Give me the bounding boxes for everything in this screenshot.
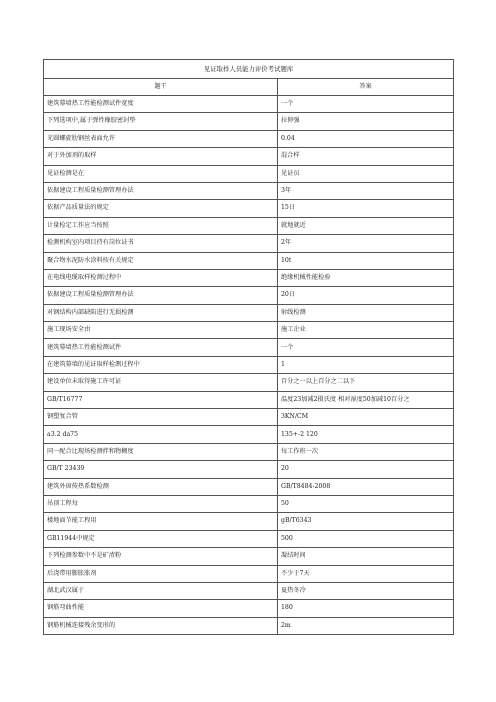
- table-row: [44, 565, 454, 582]
- table-row: [44, 200, 454, 217]
- table-title: 见证取样人员能力评价考试题库: [44, 60, 454, 79]
- answer-cell: 一个: [278, 96, 454, 113]
- answer-cell: 0.04: [278, 130, 454, 147]
- answer-cell: 每工作班一次: [278, 443, 454, 460]
- table-row: [44, 530, 454, 547]
- question-cell: 后浇带用膨胀胀剂: [44, 565, 278, 582]
- question-cell: 钢筋机械连接残余变形的: [44, 617, 278, 634]
- question-cell: 建设单位未取得施工许可证: [44, 374, 278, 391]
- question-cell: 依据产品质量法的规定: [44, 200, 278, 217]
- answer-cell: 射线检测: [278, 304, 454, 321]
- question-cell: 下列检测参数中不是矿渣粉: [44, 548, 278, 565]
- answer-cell: 180: [278, 600, 454, 617]
- question-cell: 钢筋弯曲性能: [44, 600, 278, 617]
- question-cell: 聚合物水泥防水涂料按有关规定: [44, 252, 278, 269]
- answer-cell: 施工企业: [278, 322, 454, 339]
- question-cell: 楼地面节能工程用: [44, 513, 278, 530]
- header-question: 题干: [44, 79, 278, 96]
- answer-cell: 10t: [278, 252, 454, 269]
- question-cell: 同一配合比现场检测拌和物稠度: [44, 443, 278, 460]
- question-cell: 吊顶工程每: [44, 495, 278, 512]
- table-row: [44, 165, 454, 182]
- table-row: [44, 582, 454, 599]
- answer-cell: gB/T6343: [278, 513, 454, 530]
- question-cell: 在建筑幕墙的见证取样检测过程中: [44, 356, 278, 373]
- answer-cell: 1: [278, 356, 454, 373]
- answer-cell: 3KN/CM: [278, 409, 454, 426]
- answer-cell: 绝缘机械性能检验: [278, 269, 454, 286]
- table-row: [44, 548, 454, 565]
- table-row: [44, 461, 454, 478]
- question-cell: 依据建设工程质量检测管理办法: [44, 287, 278, 304]
- table-row: [44, 252, 454, 269]
- answer-cell: 不少于7天: [278, 565, 454, 582]
- table-row: [44, 391, 454, 408]
- question-cell: 对于外加剂的取样: [44, 148, 278, 165]
- answer-cell: 2年: [278, 235, 454, 252]
- header-row: [44, 79, 454, 96]
- question-cell: 施工现场安全由: [44, 322, 278, 339]
- question-cell: 对钢结构内部缺陷进行无损检测: [44, 304, 278, 321]
- table-row: [44, 339, 454, 356]
- question-cell: 建筑幕墙热工性能检测试件宽度: [44, 96, 278, 113]
- answer-cell: 温度23加减2摄氏度 相对湿度50加减10百分之: [278, 391, 454, 408]
- question-bank-sheet: [43, 59, 453, 635]
- question-cell: 在电线电缆取样检测过程中: [44, 269, 278, 286]
- table-row: [44, 304, 454, 321]
- question-cell: GB/T16777: [44, 391, 278, 408]
- question-cell: 钢塑复合管: [44, 409, 278, 426]
- table-row: [44, 478, 454, 495]
- table-row: [44, 356, 454, 373]
- question-cell: 建筑外窗传热系数检测: [44, 478, 278, 495]
- table-row: [44, 235, 454, 252]
- table-row: [44, 426, 454, 443]
- answer-cell: 百分之一以上百分之二以下: [278, 374, 454, 391]
- table-row: [44, 130, 454, 147]
- answer-cell: 凝结时间: [278, 548, 454, 565]
- table-row: [44, 182, 454, 199]
- table-row: [44, 287, 454, 304]
- table-row: [44, 409, 454, 426]
- table-row: [44, 96, 454, 113]
- answer-cell: 500: [278, 530, 454, 547]
- answer-cell: 50: [278, 495, 454, 512]
- answer-cell: 见证员: [278, 165, 454, 182]
- answer-cell: 夏热冬冷: [278, 582, 454, 599]
- answer-cell: 20: [278, 461, 454, 478]
- question-bank-table: [43, 59, 454, 635]
- table-row: [44, 113, 454, 130]
- question-cell: 湖北武汉属于: [44, 582, 278, 599]
- question-cell: GB/T 23439: [44, 461, 278, 478]
- question-cell: 计量检定工作应当按照: [44, 217, 278, 234]
- question-cell: 光圆螺旋肋钢丝表面允许: [44, 130, 278, 147]
- question-cell: a3.2 da75: [44, 426, 278, 443]
- table-row: [44, 148, 454, 165]
- question-cell: 检测机构室内项目持有岗位证书: [44, 235, 278, 252]
- question-cell: 建筑幕墙热工性能检测试件: [44, 339, 278, 356]
- answer-cell: 拉伸强: [278, 113, 454, 130]
- answer-cell: 15日: [278, 200, 454, 217]
- answer-cell: 20日: [278, 287, 454, 304]
- table-row: [44, 513, 454, 530]
- answer-cell: 混合样: [278, 148, 454, 165]
- answer-cell: 135+-2 120: [278, 426, 454, 443]
- table-row: [44, 217, 454, 234]
- table-row: [44, 600, 454, 617]
- title-row: [44, 60, 454, 79]
- table-row: [44, 495, 454, 512]
- answer-cell: 一个: [278, 339, 454, 356]
- table-row: [44, 443, 454, 460]
- table-row: [44, 322, 454, 339]
- question-cell: 见证检测是在: [44, 165, 278, 182]
- question-cell: 依据建设工程质量检测管理办法: [44, 182, 278, 199]
- question-cell: GB11944中规定: [44, 530, 278, 547]
- answer-cell: GB/T8484-2008: [278, 478, 454, 495]
- answer-cell: 3年: [278, 182, 454, 199]
- table-row: [44, 374, 454, 391]
- table-row: [44, 269, 454, 286]
- table-row: [44, 617, 454, 634]
- answer-cell: 2m: [278, 617, 454, 634]
- answer-cell: 就地就近: [278, 217, 454, 234]
- question-cell: 下列选项中,属于弹性橡胶密封垫: [44, 113, 278, 130]
- table-body: [44, 96, 454, 635]
- header-answer: 答案: [278, 79, 454, 96]
